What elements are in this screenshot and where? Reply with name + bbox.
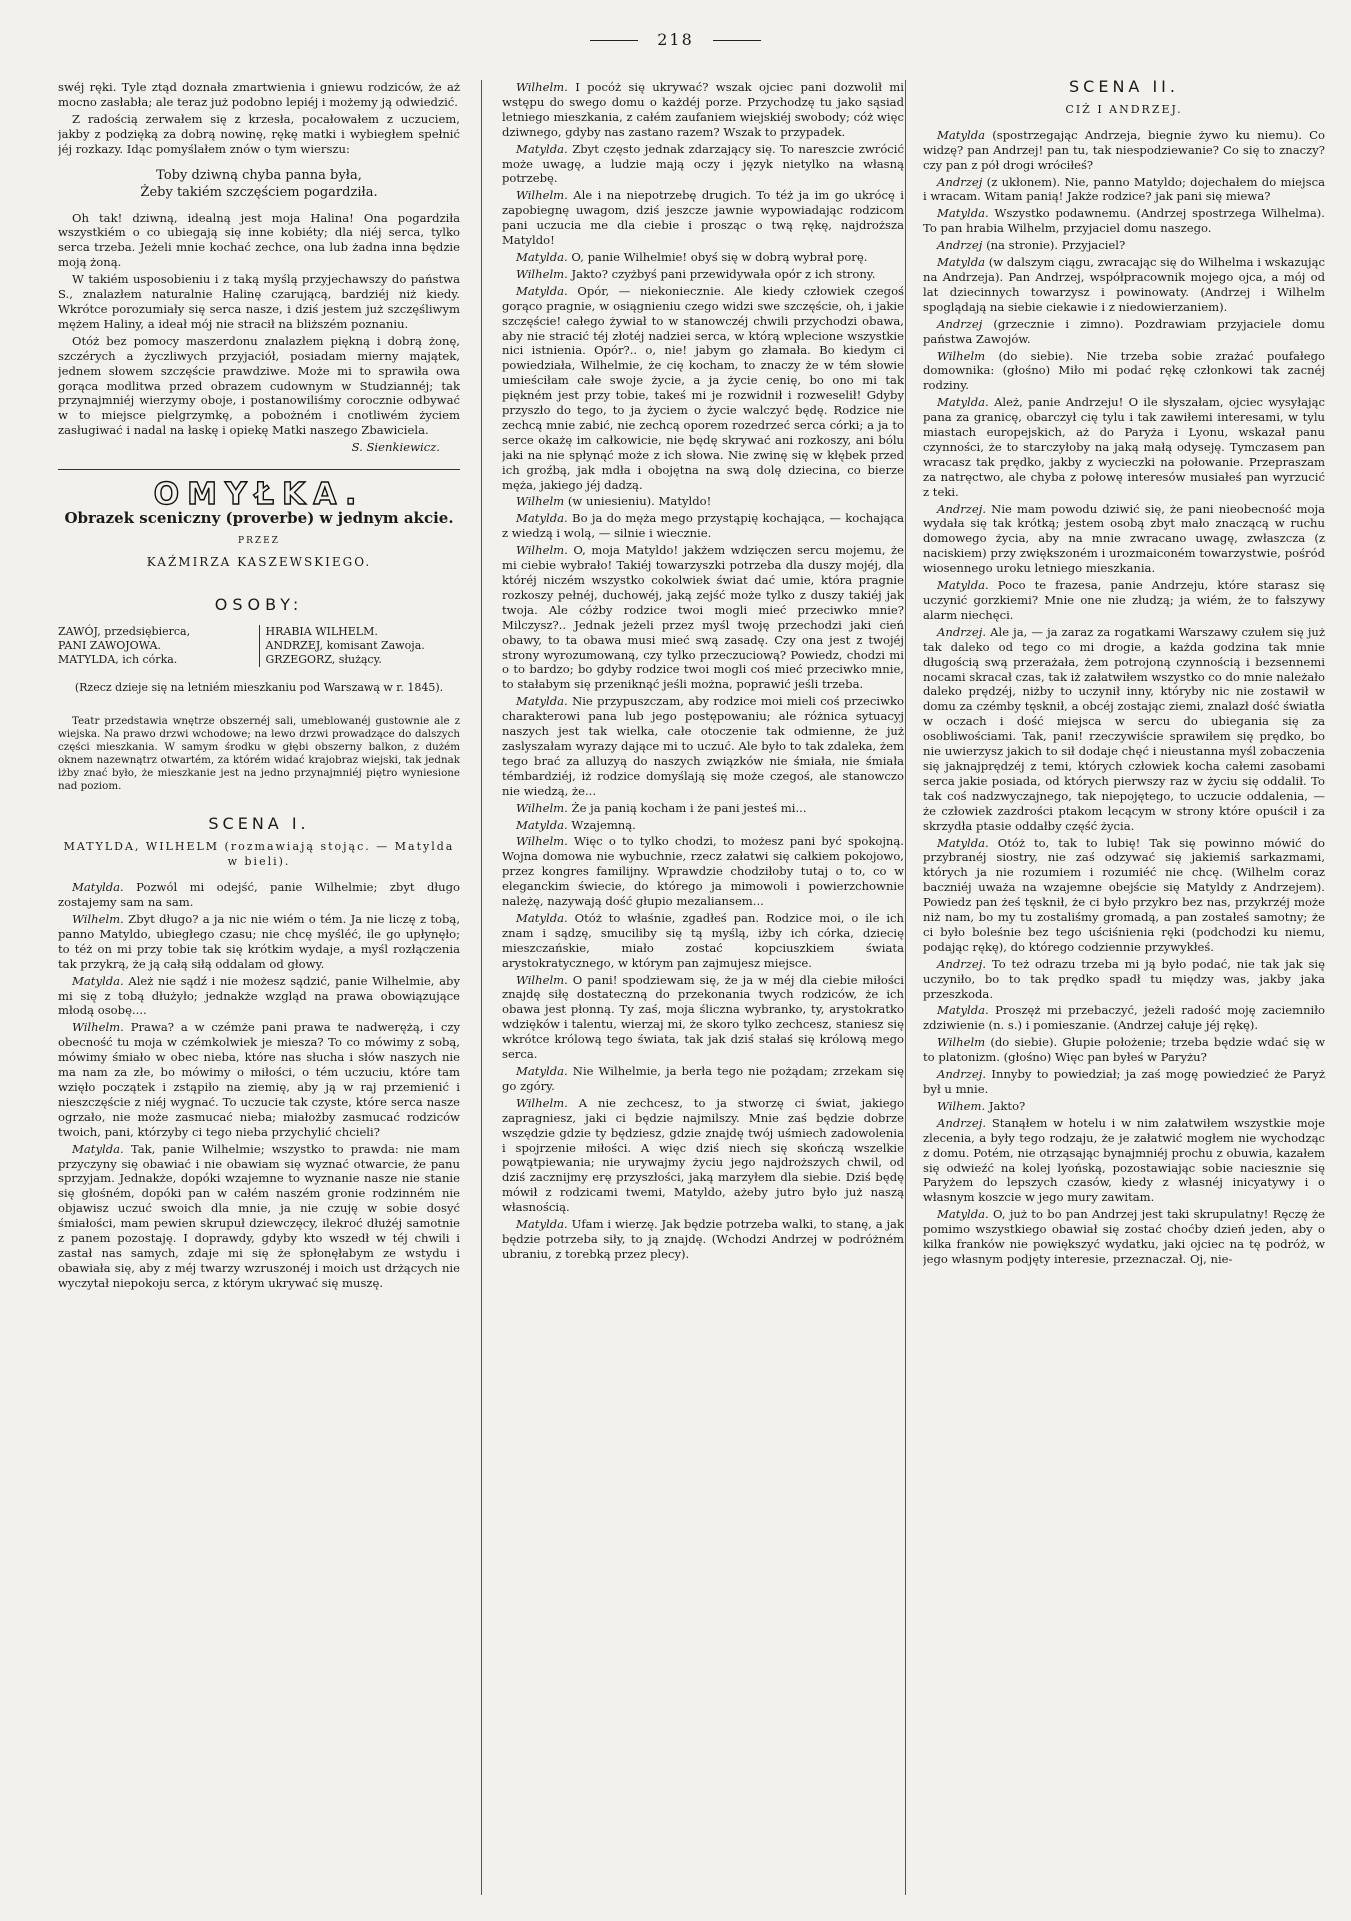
- dialogue-line: [502, 80, 904, 140]
- page-header: [0, 30, 1351, 49]
- speech-text: Wzajemną.: [571, 817, 636, 832]
- dialogue-line: [923, 836, 1325, 955]
- column-3: [923, 80, 1325, 1895]
- speaker-name: Wilhem.: [937, 1098, 986, 1113]
- setting-note: (Rzecz dzieje się na letniém mieszkaniu pod Warszawą w r. 1845).: [74, 680, 444, 694]
- speech-text: Ufam i wierzę. Jak będzie potrzeba walki, to stanę, a jak będzie potrzeba siły, to ją znajdę. (Wchodzi Andrzej w podróżném ubraniu, z torebką przez plecy).: [502, 1217, 904, 1261]
- dialogue-line: [58, 912, 460, 972]
- speaker-name: Matylda.: [937, 578, 989, 593]
- dialogue-line: [502, 1096, 904, 1215]
- dialogue-line: [923, 255, 1325, 315]
- speech-text: Nie Wilhelmie, ja berła tego nie pożądam; zrzekam się go zgóry.: [502, 1064, 904, 1093]
- dialogue-line: [923, 578, 1325, 623]
- speech-text: (grzecznie i zimno). Pozdrawiam przyjaciele domu państwa Zawojów.: [923, 316, 1325, 346]
- dialogue-line: [923, 175, 1325, 205]
- speaker-name: Matylda.: [516, 511, 568, 526]
- dialogue-line: [923, 206, 1325, 236]
- speech-text: Że ja panią kocham i że pani jesteś mi...: [571, 800, 807, 815]
- speaker-name: Matylda.: [937, 1207, 989, 1222]
- speech-text: Jakto? czyżbyś pani przewidywała opór z ich strony.: [571, 266, 876, 281]
- speech-text: (spostrzegając Andrzeja, biegnie żywo ku niemu). Co widzę? pan Andrzej! pan tu, tak niespodziewanie? Co się to znaczy? czy pan z pół drogi wróciłeś?: [923, 127, 1325, 172]
- speech-text: Pozwól mi odejść, panie Wilhelmie; zbyt długo zostajemy sam na sam.: [58, 880, 460, 910]
- speech-text: I pocóż się ukrywać? wszak ojciec pani dozwolił mi wstępu do swego domu o każdéj porze. Przychodzę tu jako sąsiad letniego mieszkania, z całém zaufaniem wiejskiéj swobody; cóż więc dziwnego, gdyby nas zastano razem? Wszak to przypadek.: [502, 80, 904, 139]
- author-signature: S. Sienkiewicz.: [351, 440, 440, 455]
- dialogue-line: [502, 142, 904, 187]
- column-rule-1: [481, 80, 482, 1895]
- cast-entry: MATYLDA, ich córka.: [58, 652, 178, 666]
- speech-text: (do siebie). Głupie położenie; trzeba będzie wdać się w to platonizm. (głośno) Więc pan byłeś w Paryżu?: [923, 1035, 1325, 1065]
- speaker-name: Wilhelm.: [516, 543, 568, 558]
- cast-column-left: [58, 625, 259, 667]
- dialogue-line: [58, 1020, 460, 1139]
- speech-text: A nie zechcesz, to ja stworzę ci świat, jakiego zapragniesz, jaki ci będzie najmilszy. Mnie zaś będzie dobrze wszędzie gdzie ty będziesz, gdzie znajdę twój uśmiech zadowolenia i spojrzenie miłości. A więc dziś niech się skończą wszelkie powątpiewania; nie urywajmy życiu jego najdroższych chwil, od dziś zacznijmy erę przyszłości, jaką marzyłem dla siebie. Dziś będę mówił z rodzicami twemi, Matyldo, ażeby jutro było już naszą własnością.: [502, 1095, 904, 1215]
- verse-line: Toby dziwną chyba panna była,: [156, 167, 362, 183]
- dialogue-line: [58, 1142, 460, 1291]
- speech-text: Zbyt często jednak zdarzający się. To nareszcie zwrócić może uwagę, a ludzie mają oczy i język nietylko na własną potrzebę.: [502, 141, 904, 186]
- dialogue-line: [502, 834, 904, 909]
- cast-entry: ANDRZEJ, komisant Zawoja.: [265, 638, 425, 652]
- speaker-name: Andrzej: [937, 174, 983, 189]
- speaker-name: Matylda.: [516, 817, 568, 832]
- speaker-name: Wilhelm.: [516, 972, 568, 987]
- speaker-name: Wilhelm: [937, 1035, 986, 1050]
- dialogue-block: [502, 80, 904, 1262]
- speaker-name: Matylda: [937, 255, 986, 270]
- speaker-name: Matylda.: [72, 880, 124, 895]
- speaker-name: Wilhelm.: [516, 188, 568, 203]
- dialogue-line: [502, 188, 904, 248]
- speaker-name: Wilhelm.: [516, 80, 568, 94]
- speaker-name: Matylda.: [516, 141, 568, 156]
- speech-text: Wszystko podawnemu. (Andrzej spostrzega Wilhelma). To pan hrabia Wilhelm, przyjaciel domu naszego.: [923, 206, 1325, 236]
- speaker-name: Wilhelm.: [516, 800, 568, 815]
- story-paragraph: Oh tak! dziwną, idealną jest moja Halina! Ona pogardziła wszystkiém o co ubiegają się inne kobiéty; dla niéj serca, tylko serca trzeba. Jeżeli mnie kochać zechce, ona lub żadna inna będzie moją żoną.: [58, 210, 460, 270]
- cast-list: [58, 625, 460, 667]
- speech-text: Zbyt długo? a ja nic nie wiém o tém. Ja nie liczę z tobą, panno Matyldo, ubiegłego czasu; nie chcę myśléć, ile go upłynęło; to téż on mi przy tobie tak się krótkim wydaje, a myśl rozłączenia tak przykrą, że ją całą siłą oddalam od głowy.: [58, 912, 460, 971]
- dialogue-line: [502, 284, 904, 493]
- dialogue-line: [502, 511, 904, 541]
- story-paragraph: Z radością zerwałem się z krzesła, pocałowałem z uczuciem, jakby z podzięką za dobrą nowinę, rękę matki i wybiegłem spełnić jéj rozkazy. Idąc pomyślałem znów o tym wierszu:: [58, 111, 460, 156]
- speech-text: Ależ nie sądź i nie możesz sądzić, panie Wilhelmie, aby mi się z tobą dłużyło; jednakże wzgląd na prawa obowiązujące młodą osobę....: [58, 973, 460, 1018]
- by-label: PRZEZ: [238, 535, 280, 546]
- speech-text: Innyby to powiedział; ja zaś mogę powiedzieć że Paryż był u mnie.: [923, 1067, 1325, 1096]
- dialogue-line: [923, 1003, 1325, 1033]
- dialogue-line: [923, 957, 1325, 1002]
- speaker-name: Matylda.: [516, 1064, 568, 1078]
- section-divider: [58, 469, 460, 470]
- speech-text: O, już to bo pan Andrzej jest taki skrupulatny! Ręczę że pomimo wszystkiego obawiał się zostać choćby dzień jeden, aby o kilka franków nie powiększyć wydatku, jaki ojciec na tę podróż, w jego własnym podjęty interesie, przeznaczał. Oj, nie-: [923, 1207, 1325, 1266]
- speaker-name: Wilhelm.: [72, 912, 124, 926]
- speech-text: Więc o to tylko chodzi, to możesz pani być spokojną. Wojna domowa nie wybuchnie, rzecz załatwi się całkiem pokojowo, przez kongres familijny. Wprawdzie chodziłoby tutaj o to, co w eleganckim świecie, do którego ja mimowoli i powierzchownie należę, nazywają dość głupio mezaliansem...: [502, 834, 904, 909]
- speech-text: (na stronie). Przyjaciel?: [986, 238, 1126, 253]
- dialogue-line: [502, 267, 904, 282]
- dialogue-line: [923, 1067, 1325, 1097]
- speech-text: (z ukłonem). Nie, panno Matyldo; dojechałem do miejsca i wracam. Witam panią! Jakże rodzice? jak pani się miewa?: [923, 174, 1325, 204]
- speaker-name: Andrzej: [937, 316, 983, 331]
- speaker-name: Matylda.: [937, 206, 989, 221]
- play-subtitle: Obrazek sceniczny (proverbe) w jednym akcie.: [64, 508, 454, 527]
- speech-text: (do siebie). Nie trzeba sobie zrażać poufałego domownika: (głośno) Miło mi podać rękę członkowi tak zacnéj rodziny.: [923, 348, 1325, 393]
- speaker-name: Andrzej: [937, 238, 983, 253]
- scene-heading: SCENA I.: [208, 814, 310, 834]
- speech-text: Jakto?: [988, 1098, 1026, 1113]
- speech-text: O, moja Matyldo! jakżem wdzięczen sercu mojemu, że mi ciebie wybrało! Takiéj towarzyszki potrzeba dla duszy mojéj, dla któréj niczém wszystko cokolwiek świat dać umie, która pragnie rozkoszy pełnéj, duchowéj, jaką zejść może tylko z duszy takiéj jak twoja. Ale cóżby rodzice twoi mogli mieć przeciwko mnie? Milczysz?.. Jednak jeżeli przez myśl twoję przechodzi jaki cień obawy, to ta obawa musi mieć swą zasadę. Czy ona jest z twojéj strony wyrozumowaną, czy tylko przeczuciową? Powiedz, chodzi mi o to bardzo; bo gdyby rodzice twoi mogli coś mieć przeciwko mnie, to stałabym się przeniknąć jeśli można, poprawić jeśli trzeba.: [502, 543, 904, 692]
- speech-text: To też odrazu trzeba mi ją było podać, nie tak jak się uczyniło, bo to tak prędko spadł tu między was, jakby jaka przeszkoda.: [923, 956, 1325, 1001]
- speaker-name: Matylda.: [72, 1141, 124, 1156]
- cast-entry: PANI ZAWOJOWA.: [58, 638, 161, 652]
- speaker-name: Wilhelm.: [72, 1020, 124, 1035]
- speaker-name: Wilhelm: [937, 348, 986, 363]
- cast-entry: ZAWÓJ, przedsiębierca,: [58, 624, 191, 638]
- dialogue-line: [923, 349, 1325, 394]
- speaker-name: Matylda.: [937, 835, 989, 850]
- speaker-name: Matylda.: [516, 249, 568, 264]
- dialogue-line: [502, 1064, 904, 1094]
- speech-text: Ależ, panie Andrzeju! O ile słyszałam, ojciec wysyłając pana za granicę, obarczył cię tylu i tak zawiłemi interesami, w tylu miastach europejskich, aż do Paryża i Lyonu, wskazał panu czynności, że to starczyłoby na jaką małą odyseję. Tymczasem pan wracasz tak prędko, jakby z wycieczki na połowanie. Przepraszam za natręctwo, ale chyba z połowę interesów musiałeś pan wyrzucić z teki.: [923, 395, 1325, 499]
- speaker-name: Wilhelm.: [516, 1095, 568, 1110]
- dialogue-line: [923, 317, 1325, 347]
- column-1: [58, 80, 460, 1895]
- dialogue-line: [502, 1217, 904, 1262]
- cast-column-right: [259, 625, 461, 667]
- speech-text: Proszęż mi przebaczyć, jeżeli radość moję zaciemniło zdziwienie (n. s.) i pomieszanie. (Andrzej całuje jéj rękę).: [923, 1003, 1325, 1033]
- column-2: [502, 80, 904, 1895]
- speaker-name: Andrzej.: [937, 1115, 987, 1130]
- dialogue-line: [923, 395, 1325, 499]
- dialogue-line: [923, 625, 1325, 834]
- stage-directions: Teatr przedstawia wnętrze obszernéj sali, umeblowanéj gustownie ale z wiejska. Na prawo drzwi wchodowe; na lewo drzwi prowadzące do dalszych części mieszkania. W samym środku w głębi obszerny balkon, z dużém oknem nazewnątrz otwartém, za którém widać krajobraz wiejski, tak jednak iżby znać było, że mieszkanie jest na jedno przynajmniéj piętro wyniesione nad poziom.: [58, 715, 460, 793]
- speaker-name: Matylda.: [72, 973, 124, 988]
- scene-heading: SCENA II.: [1069, 80, 1179, 96]
- story-paragraph: swéj ręki. Tyle ztąd doznała zmartwienia i gniewu rodziców, że aż mocno zasłabła; ale teraz już podobno lepiéj i możemy ją odwiedzić.: [58, 80, 460, 109]
- speaker-name: Andrzej.: [937, 1067, 987, 1082]
- speaker-name: Matylda.: [516, 1217, 568, 1232]
- speech-text: Opór, — niekoniecznie. Ale kiedy człowiek czegoś gorąco pragnie, w osiągnieniu czego widzi swe szczęście, oh, i jakie szczęście! całego żywiał to w stanowczéj chwili przychodzi obawa, aby nie stracić téj złotéj nadziei serca, w którą wplecione wszystkie nici istnienia. Opór?.. o, nie! jabym go złamała. Bo kiedym ci powiedziała, Wilhelmie, że cię kocham, to znaczy że w tém słowie umieściłam całe swoje życie, a ja życie cenię, bo ono mi tak piękném jest przy tobie, takeś mi je rozwidnił i rozweselił! Gdyby przyszło do tego, to ja życiem o życie walczyć będę. Rodzice nie zechcą mnie zabić, nie zechcą oporem rozedrzeć serca córki; a ja to serce okażę im całkowicie, nie będę skrywać ani rozkoszy, ani bólu jaki na nie spłynąć może z ich słowa. Nie zwinę się w kłębek przed ich groźbą, jak mdła i obojętna na swą dolę dziecina, co bierze męża, jakiego jéj dadzą.: [502, 283, 904, 492]
- speaker-name: Matylda.: [937, 395, 989, 410]
- dialogue-line: [923, 1099, 1325, 1114]
- dialogue-block: [923, 128, 1325, 1267]
- speech-text: O pani! spodziewam się, że ja w méj dla ciebie miłości znajdę siłę dostateczną do przekonania twych rodziców, że ich obawa jest płonną. Ty zaś, moja śliczna wybranko, ty, arystokratko wdzięków i talentu, wierzaj mi, że skoro tylko zechcesz, staniesz się wkrótce królową tego świata, tak jak dziś stałaś się królową mego serca.: [502, 972, 904, 1062]
- speech-text: Stanąłem w hotelu i w nim załatwiłem wszystkie moje zlecenia, a były tego rodzaju, że je załatwić mogłem nie wychodząc z domu. Potém, nie otrząsając bynajmniéj prochu z obuwia, kazałem się odwieźć na kolej lyońską, pozostawiając sobie naciesznie się Paryżem do lepszych czasów, kiedy z własnéj inicyatywy i o własnym koszcie w jego mury zawitam.: [923, 1115, 1325, 1205]
- dialogue-block: [58, 880, 460, 1290]
- speaker-name: Matylda.: [516, 283, 568, 298]
- speech-text: Poco te frazesa, panie Andrzeju, które starasz się uczynić gorzkiemi? Mnie one nie złudzą; ja wiém, że to fałszywy alarm niechęci.: [923, 578, 1325, 622]
- dialogue-line: [502, 911, 904, 971]
- cast-entry: HRABIA WILHELM.: [265, 624, 378, 638]
- speech-text: (w dalszym ciągu, zwracając się do Wilhelma i wskazując na Andrzeja). Pan Andrzej, współpracownik mojego ojca, a mój od lat dziecinnych towarzysz i powinowaty. (Andrzej i Wilhelm spoglądają na siebie ciekawie i z niedowierzaniem).: [923, 255, 1325, 314]
- speech-text: Ale i na niepotrzebę drugich. To téż ja im go ukrócę i zapobiegnę uwagom, dziś jeszcze jawnie wypowiadając rodzicom pani uczucia me dla ciebie i prosząc o twą rękę, najdroższa Matyldo!: [502, 188, 904, 248]
- dialogue-line: [923, 1035, 1325, 1065]
- speech-text: (w uniesieniu). Matyldo!: [567, 494, 712, 509]
- dialogue-line: [502, 818, 904, 833]
- cast-entry: GRZEGORZ, służący.: [265, 652, 382, 666]
- dialogue-line: [58, 974, 460, 1019]
- dialogue-line: [502, 494, 904, 509]
- scene-characters: CIŻ I ANDRZEJ.: [1065, 102, 1183, 116]
- dialogue-line: [923, 1116, 1325, 1205]
- speaker-name: Andrzej.: [937, 501, 987, 516]
- speech-text: Tak, panie Wilhelmie; wszystko to prawda: nie mam przyczyny się obawiać i nie obawiam się wyznać otwarcie, że panu sprzyjam. Jednakże, dopóki wzajemne to wyznanie nasze nie stanie się głośném, dopóki pan w całém naszém gronie rodzinném nie objawisz uczuć swoich dla mnie, ja nie czuję w sobie dosyć śmiałości, mam pewien skrupuł dziewczęcy, ilekroć dłużéj samotnie z panem pozostaję. I doprawdy, gdyby kto wszedł w téj chwili i zastał nas samych, zdaje mi się że spłonęłabym ze wstydu i obawiała się, aby z méj twarzy wzruszonéj i moich ust drżących nie wyczytał niepokoju serca, z którym ukrywać się muszę.: [58, 1141, 460, 1290]
- scene-characters: MATYLDA, WILHELM (rozmawiają stojąc. — Matylda w bieli).: [63, 840, 455, 869]
- dialogue-line: [923, 1207, 1325, 1267]
- dialogue-line: [502, 694, 904, 798]
- play-title: OMYŁKA.: [153, 477, 365, 513]
- story-paragraph: Otóż bez pomocy maszerdonu znalazłem piękną i dobrą żonę, szczérych a życzliwych przyjaciół, posiadam mierny majątek, jednem słowem szczęście prawdziwe. Może mi to sprawiła owa gorąca modlitwa przed obrazem cudownym w Studziannéj; tak przynajmniéj wierzymy oboje, i postanowiliśmy corocznie odbywać w to miejsce pielgrzymkę, a pobożném i cnotliwém życiem zasługiwać i nadal na łaskę i opiekę Matki naszego Zbawiciela.: [58, 333, 460, 438]
- story-paragraph: W takiém usposobieniu i z taką myślą przyjechawszy do państwa S., znalazłem naturalnie Halinę czarującą, bardziéj niż kiedy. Wkrótce porozumiały się serca nasze, i dziś jestem już szczęśliwym mężem Haliny, a ideał mój nie stracił na bliższém poznaniu.: [58, 272, 460, 331]
- speech-text: Otóż to właśnie, zgadłeś pan. Rodzice moi, o ile ich znam i sądzę, smuciliby się tą myślą, iżby ich córka, dziecię mieszczańskie, miało zostać kopciuszkiem świata arystokratycznego, w którym pan zajmujesz miejsce.: [502, 910, 904, 970]
- speaker-name: Wilhelm: [516, 494, 565, 509]
- speech-text: Prawa? a w czémże pani prawa te nadwerężą, i czy obecność tu moja w czémkolwiek je miesza? To co mówimy z sobą, mówimy śmiało w obec nieba, które nas słucha i słów naszych nie ma nam za złe, bo mówimy o miłości, o tém uczuciu, które tam wzięło początek i zstąpiło na ziemię, aby ją w raj przemienić i nieszczęście z niéj wygnać. To uczucie tak czyste, które serca nasze ogrzało, nie może zasmucać nieba; miałożby zasmucać rodziców twoich, pani, którzyby ci tego nieba przychylić chcieli?: [58, 1020, 460, 1139]
- header-rule-right: [713, 40, 761, 41]
- dialogue-line: [502, 801, 904, 816]
- dialogue-line: [502, 973, 904, 1062]
- speech-text: Bo ja do męża mego przystąpię kochająca, — kochająca z wiedzą i wolą, — silnie i wiecznie.: [502, 511, 904, 541]
- column-rule-2: [905, 80, 906, 1895]
- speaker-name: Wilhelm.: [516, 266, 568, 281]
- speaker-name: Andrzej.: [937, 624, 987, 639]
- speaker-name: Matylda.: [937, 1003, 989, 1018]
- dialogue-line: [923, 502, 1325, 577]
- speaker-name: Wilhelm.: [516, 834, 568, 849]
- play-author: KAŹMIRZA KASZEWSKIEGO.: [146, 554, 372, 569]
- speaker-name: Matylda: [937, 127, 986, 142]
- verse-line: Żeby takiém szczęściem pogardziła.: [140, 184, 378, 200]
- speech-text: Nie przypuszczam, aby rodzice moi mieli coś przeciwko charakterowi pana lub jego postępowaniu; ale różnica sytuacyj naszych jest tak wielka, całe otoczenie tak odmienne, że już zaslyszałam wyrazy dające mi to uczuć. Ale było to tak zdaleka, żem tego brać za alluzyą do naszych związków nie śmiała, nie śmiała témbardziéj, iż rodzice domyślają się może czegoś, ale stanowczo nie wiedzą, że...: [502, 694, 904, 798]
- speech-text: Otóż to, tak to lubię! Tak się powinno mówić do przybranéj siostry, nie zaś odzywać się jakiemiś sarkazmami, których ja nie rozumiem i rozumiéć nie chcę. (Wilhelm coraz baczniéj uważa na wzajemne obejście się Matyldy z Andrzejem). Powiedz pan żeś tęsknił, że ci było przykro bez nas, przykrzéj może niż nam, bo my tu zostaliśmy gromadą, a pan zostałeś samotny; że ci było boleśnie bez tego uściśnienia ręki (podchodzi ku niemu, podając rękę), do którego codziennie przywykłeś.: [923, 835, 1325, 954]
- speaker-name: Matylda.: [516, 910, 568, 925]
- speaker-name: Matylda.: [516, 694, 568, 709]
- speaker-name: Andrzej.: [937, 956, 987, 971]
- dialogue-line: [502, 543, 904, 692]
- header-rule-left: [590, 40, 638, 41]
- page-number: 218: [657, 30, 694, 49]
- dialogue-line: [923, 128, 1325, 173]
- dialogue-line: [923, 238, 1325, 253]
- speech-text: Nie mam powodu dziwić się, że pani nieobecność moja wydała się tak krótką; jestem osobą zbyt mało znaczącą w ruchu domowego życia, aby na mnie zwracano uwagę, zwłaszcza (z naciskiem) przy zwiększoném i urozmaiconém towarzystwie, pośród wiosennego uroku letniego mieszkania.: [923, 501, 1325, 576]
- dialogue-line: [58, 880, 460, 910]
- speech-text: Ale ja, — ja zaraz za rogatkami Warszawy czułem się już tak daleko od tego co mi drogie, a każda godzina tak mnie długością swą przerażała, żem potrojoną czynnością i bezsennemi nocami skracał czas, tak iż załatwiłem wszystko co do mnie należało daleko prędzéj, niżby to uczynił inny, któryby nic nie zostawił w domu za czémby tęsknił, a obcéj zostając ziemi, znalazł dość światła w oczach i dość miejsca w sercu do ubiegania się za osobliwościami. Tak, pani! rzeczywiście sprawiłem się prędko, bo nie uwierzysz jakich to sił dodaje chęć i nieustanna myśl zobaczenia się jaknajprędzéj z temi, których człowiek kocha całemi zasobami serca jakie posiada, od których pierwszy raz w życiu się oddalił. To tak coś nadzwyczajnego, tak niepojętego, to uczucie oddalenia, — że człowiek zazdrości ptakom lecącym w strony które opuścił i za skrzydła ptasie oddałby część życia.: [923, 624, 1325, 833]
- cast-heading: OSOBY:: [214, 594, 304, 614]
- speech-text: O, panie Wilhelmie! obyś się w dobrą wybrał porę.: [571, 249, 868, 264]
- dialogue-line: [502, 250, 904, 265]
- verse: [58, 167, 460, 201]
